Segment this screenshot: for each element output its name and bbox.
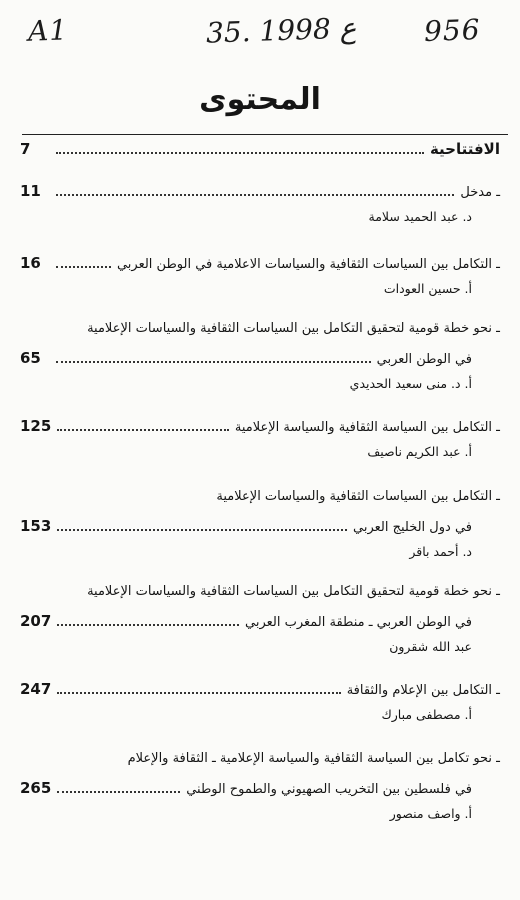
toc-entry-title: ـ نحو خطة قومية لتحقيق التكامل بين السياسات الثقافية والسياسات الإعلامية <box>87 321 500 336</box>
page-number: 11 <box>20 182 41 200</box>
toc-entry <box>20 182 500 225</box>
page-number: 16 <box>20 254 41 272</box>
toc-entry-title: ـ نحو تكامل بين السياسة الثقافية والسياسة الإعلامية ـ الثقافة والإعلام <box>127 751 500 766</box>
dot-leader <box>57 428 229 431</box>
dot-leader <box>56 265 111 268</box>
author-name: أ. واصف منصور <box>389 806 472 821</box>
toc-entry-line <box>20 349 500 367</box>
toc-entry <box>20 581 500 655</box>
author-name: عبد الله شقرون <box>389 639 472 654</box>
toc-entry-line <box>20 612 500 630</box>
toc-entry-line <box>20 581 500 599</box>
toc-entry-title: ـ التكامل بين السياسة الثقافية والسياسة الإعلامية <box>234 420 500 435</box>
author-name: أ. عبد الكريم ناصيف <box>367 444 472 459</box>
toc-entry <box>20 748 500 822</box>
toc-entry-line <box>20 140 500 158</box>
toc-entry <box>20 318 500 392</box>
page-number: 265 <box>20 779 52 797</box>
toc-entry-line <box>20 182 500 200</box>
toc-entry-line <box>20 486 500 504</box>
author-name: أ. د. منى سعيد الحديدي <box>349 376 472 391</box>
toc-entry-line <box>20 417 500 435</box>
page-number: 65 <box>20 349 41 367</box>
author-name: أ. مصطفى مبارك <box>381 707 472 722</box>
toc-entry-title: في الوطن العربي <box>376 352 472 367</box>
page-title: المحتوى <box>199 82 321 117</box>
toc-entry <box>20 680 500 723</box>
page-number: 125 <box>20 417 52 435</box>
handwritten-annotation-center: 35. ع 1998 <box>205 11 357 50</box>
toc-entry-title: ـ التكامل بين السياسات الثقافية والسياسات الاعلامية في الوطن العربي <box>116 257 500 272</box>
toc-entry-title: ـ مدخل <box>460 185 500 200</box>
toc-entry-line <box>20 779 500 797</box>
toc-entry <box>20 486 500 560</box>
toc-entry-title: الافتتاحية <box>429 140 500 158</box>
handwritten-annotation-right: 956 <box>423 13 482 48</box>
toc-entry-title: في الوطن العربي ـ منطقة المغرب العربي <box>245 615 472 630</box>
toc-entry-title: في فلسطين بين التخريب الصهيوني والطموح الوطني <box>186 782 472 797</box>
handwritten-annotation-left: A1 <box>27 13 69 48</box>
dot-leader <box>56 360 371 363</box>
dot-leader <box>56 193 454 196</box>
dot-leader <box>57 790 180 793</box>
dot-leader <box>56 151 424 154</box>
author-name: د. أحمد باقر <box>409 544 472 559</box>
toc-entry-title: ـ التكامل بين السياسات الثقافية والسياسات الإعلامية <box>216 489 500 504</box>
toc-entry <box>20 140 500 158</box>
page-number: 207 <box>20 612 52 630</box>
page-number: 247 <box>20 680 52 698</box>
toc-entry <box>20 417 500 460</box>
toc-entry-line <box>20 318 500 336</box>
page-number: 7 <box>20 140 31 158</box>
toc-entry-title: في دول الخليج العربي <box>352 520 472 535</box>
toc-entry-line <box>20 254 500 272</box>
toc-entry-title: ـ نحو خطة قومية لتحقيق التكامل بين السياسات الثقافية والسياسات الإعلامية <box>87 584 500 599</box>
dot-leader <box>57 623 239 626</box>
toc-entry-title: ـ التكامل بين الإعلام والثقافة <box>346 683 500 698</box>
toc-entry-line <box>20 748 500 766</box>
toc-entry-line <box>20 517 500 535</box>
toc-entry <box>20 254 500 297</box>
dot-leader <box>57 528 347 531</box>
author-name: أ. حسين العودات <box>383 281 472 296</box>
dot-leader <box>57 691 340 694</box>
author-name: د. عبد الحميد سلامة <box>368 209 472 224</box>
page-number: 153 <box>20 517 52 535</box>
toc-entry-line <box>20 680 500 698</box>
